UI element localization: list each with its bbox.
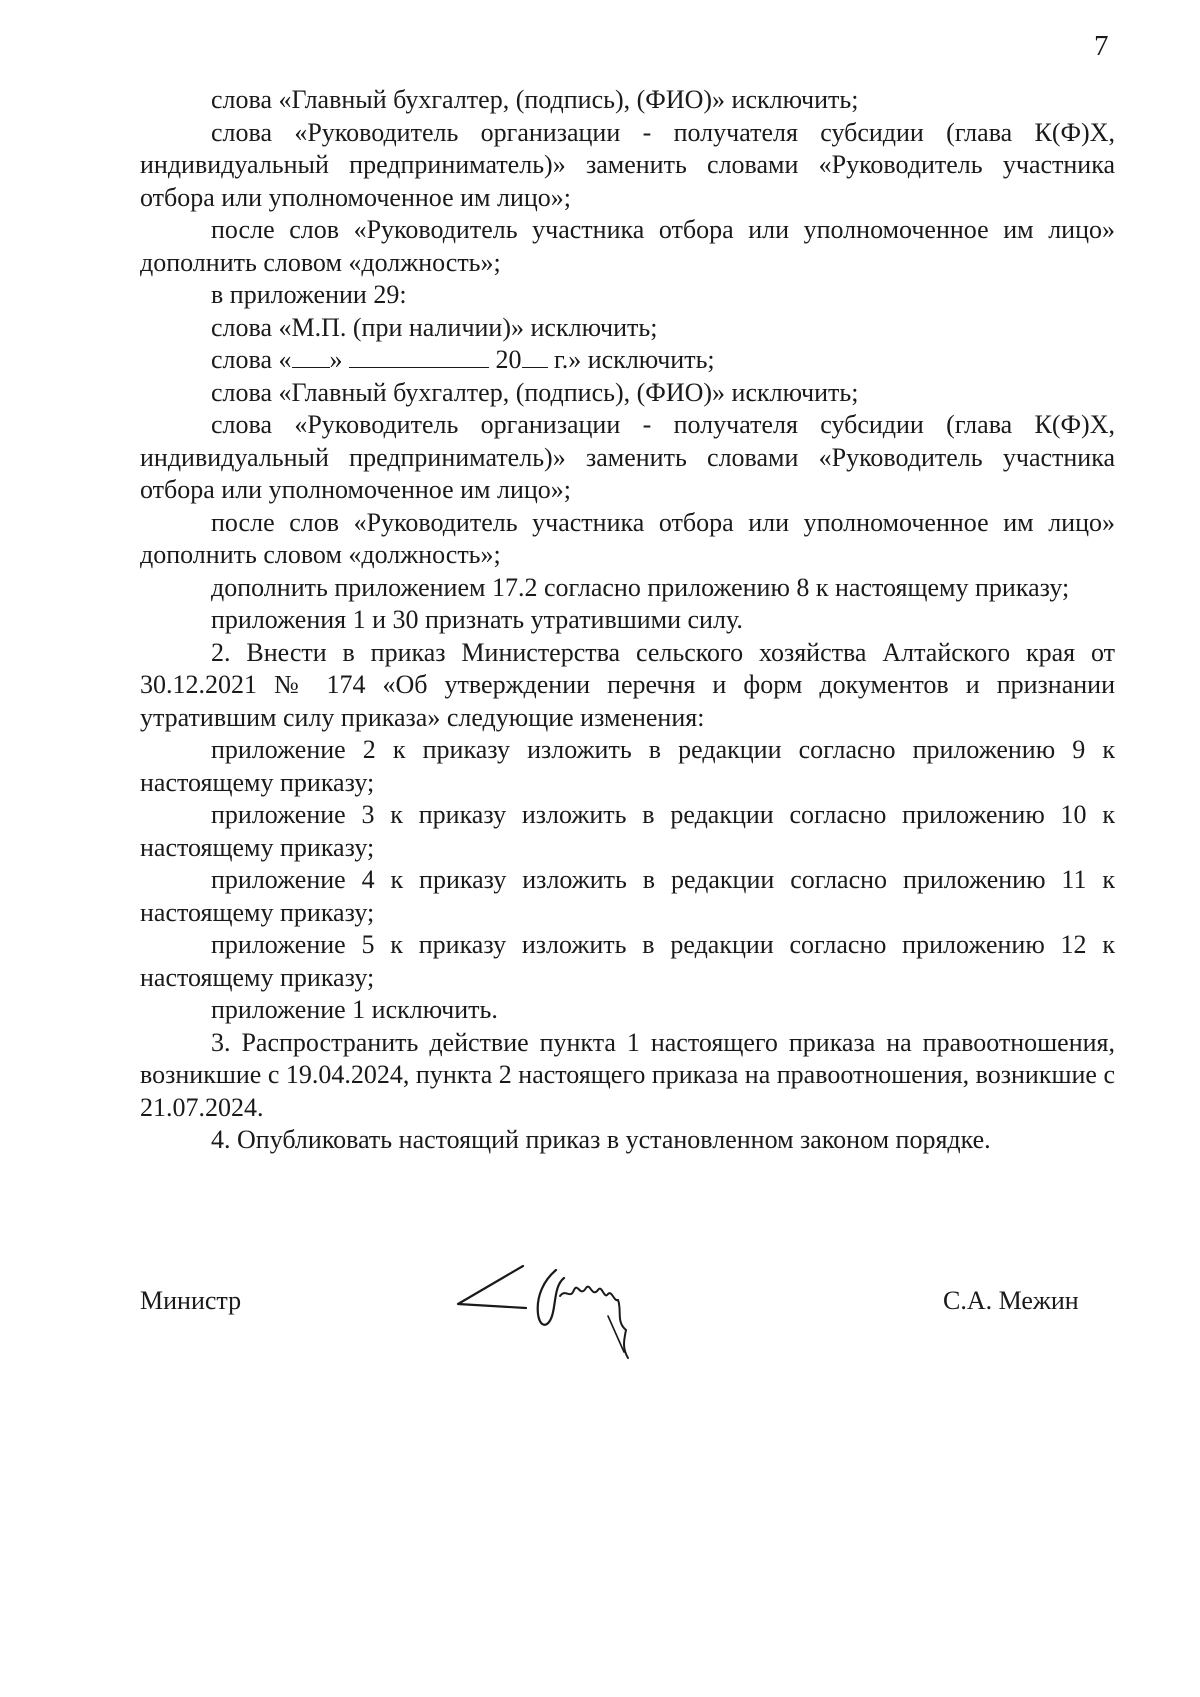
paragraph: приложение 3 к приказу изложить в редакции согласно приложению 10 к настоящему приказу; xyxy=(140,800,1115,862)
paragraph: слова «Главный бухгалтер, (подпись), (ФИО)» исключить; xyxy=(211,377,859,407)
paragraph: после слов «Руководитель участника отбора или уполномоченное им лицо» дополнить словом «должность»; xyxy=(140,215,1115,277)
paragraph: приложения 1 и 30 признать утратившими силу. xyxy=(211,605,743,634)
page-number: 7 xyxy=(1094,30,1109,62)
paragraph: слова «М.П. (при наличии)» исключить; xyxy=(211,312,658,342)
paragraph: слова «Главный бухгалтер, (подпись), (ФИО)» исключить; xyxy=(211,85,859,114)
signatory-name: С.А. Межин xyxy=(943,1286,1079,1315)
paragraph: слова «Руководитель организации - получателя субсидии (глава К(Ф)Х, индивидуальный предприниматель)» заменить словами «Руководитель участника отбора или уполномоченное им лицо»; xyxy=(140,117,1115,212)
blank-prefix: слова « xyxy=(211,345,292,374)
blank-year: 20 xyxy=(495,345,522,374)
handwritten-signature xyxy=(448,1256,668,1376)
blank-suffix: г.» исключить; xyxy=(547,345,715,374)
day-blank xyxy=(292,345,330,368)
document-body xyxy=(140,84,1115,1157)
paragraph: приложение 2 к приказу изложить в редакции согласно приложению 9 к настоящему приказу; xyxy=(140,735,1115,797)
paragraph: дополнить приложением 17.2 согласно приложению 8 к настоящему приказу; xyxy=(211,572,1070,602)
month-blank xyxy=(349,345,489,368)
paragraph: в приложении 29: xyxy=(211,280,407,309)
date-blank-line xyxy=(140,344,1115,377)
paragraph: 2. Внести в приказ Министерства сельского хозяйства Алтайского края от 30.12.2021 № 174 «Об утверждении перечня и форм документов и признании утратившим силу приказа» следующие изменения: xyxy=(140,637,1115,732)
paragraph: слова «Руководитель организации - получателя субсидии (глава К(Ф)Х, индивидуальный предприниматель)» заменить словами «Руководитель участника отбора или уполномоченное им лицо»; xyxy=(140,410,1115,504)
signatory-title: Министр xyxy=(140,1286,242,1315)
paragraph: 3. Распространить действие пункта 1 настоящего приказа на правоотношения, возникшие с 19.04.2024, пункта 2 настоящего приказа на правоотношения, возникшие с 21.07.2024. xyxy=(140,1027,1115,1122)
paragraph: после слов «Руководитель участника отбора или уполномоченное им лицо» дополнить словом «должность»; xyxy=(140,507,1115,569)
paragraph: приложение 1 исключить. xyxy=(211,995,498,1024)
year-blank xyxy=(522,345,548,368)
paragraph: приложение 5 к приказу изложить в редакции согласно приложению 12 к настоящему приказу; xyxy=(140,930,1115,992)
blank-quote-close: » xyxy=(329,345,343,374)
paragraph: приложение 4 к приказу изложить в редакции согласно приложению 11 к настоящему приказу; xyxy=(140,865,1115,927)
signature-block xyxy=(0,1256,1200,1386)
paragraph: 4. Опубликовать настоящий приказ в установленном законом порядке. xyxy=(211,1125,991,1154)
